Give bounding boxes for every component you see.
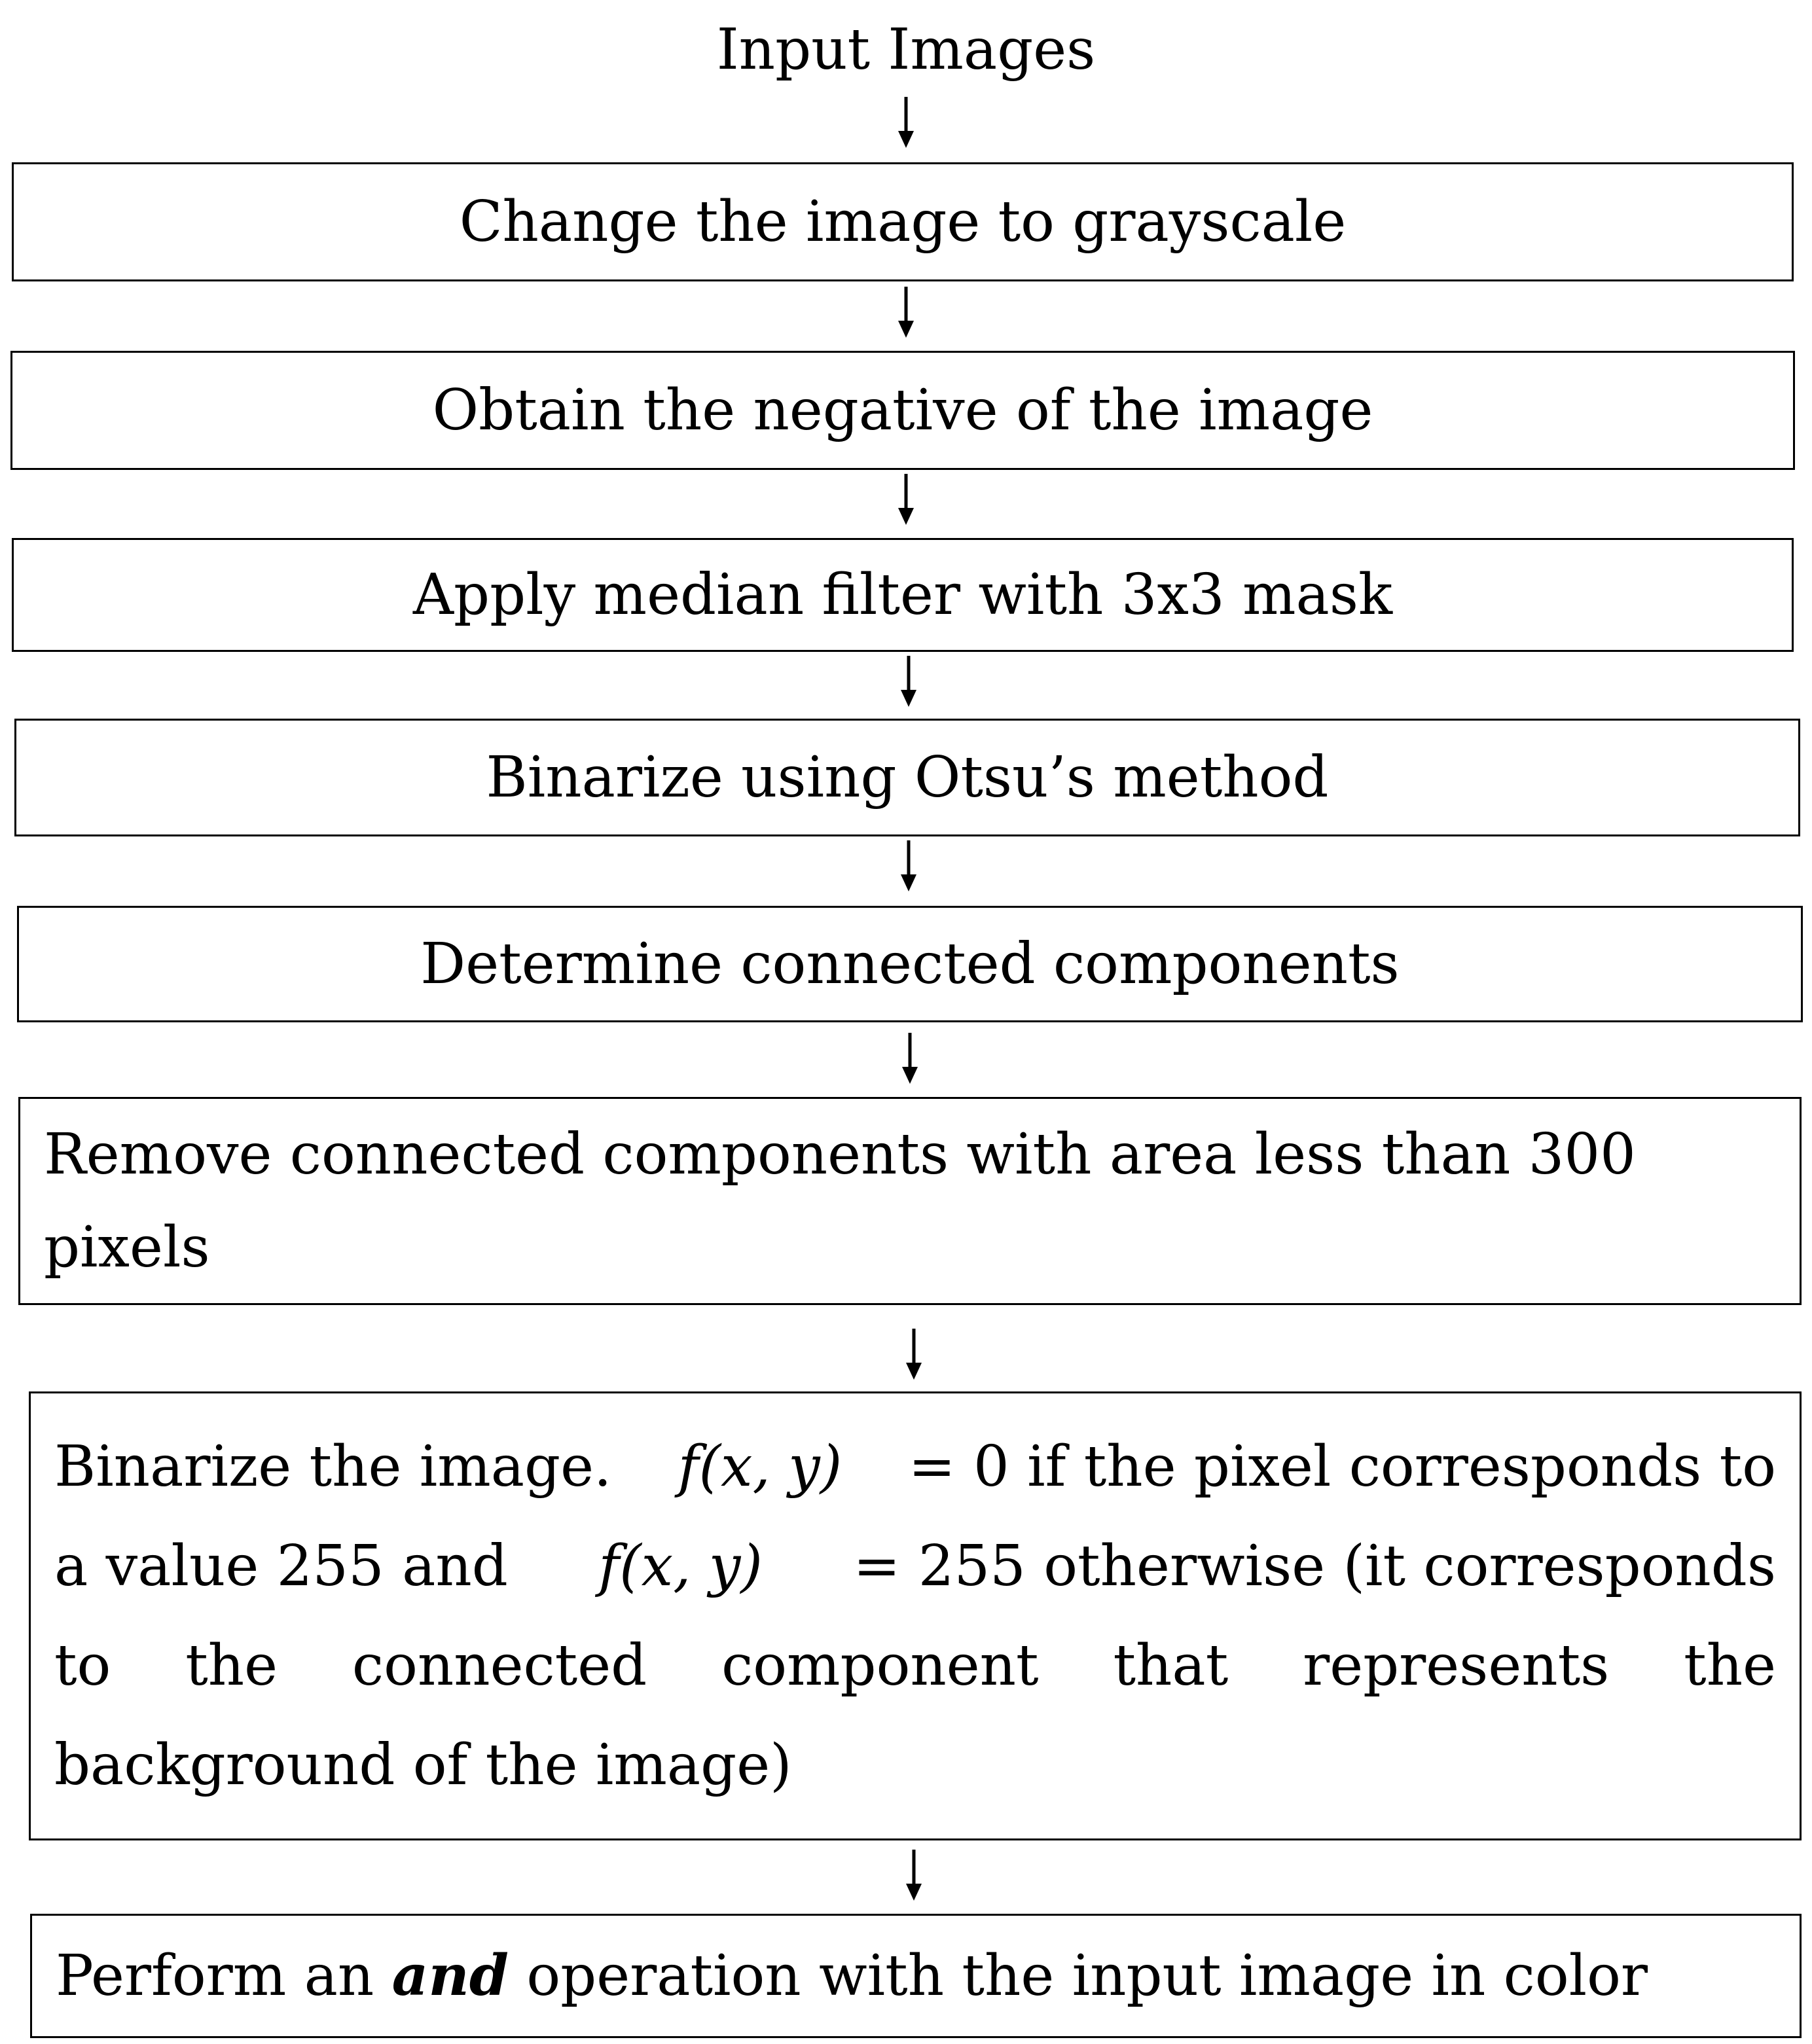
step-connected-components-box — [17, 906, 1803, 1022]
step-and-operation-text — [56, 1940, 1800, 2012]
step-binarize-background-box — [29, 1391, 1802, 1840]
formula-f-args: (x, y) — [698, 1434, 843, 1499]
step-binarize-line3-word: to — [54, 1633, 111, 1698]
step-binarize-line3-word: represents — [1303, 1633, 1610, 1698]
arrow-down-icon — [893, 97, 919, 149]
step-binarize-line3 — [54, 1616, 1776, 1715]
step-median-filter-text: Apply median filter with 3x3 mask — [412, 562, 1393, 628]
arrow-down-icon — [896, 656, 922, 708]
step-remove-small-components-line2: pixels — [44, 1215, 210, 1280]
step-and-operation-pre: Perform an — [56, 1943, 374, 2009]
arrow-down-icon — [893, 287, 919, 339]
step-and-operation-post: operation with the input image in color — [526, 1943, 1648, 2009]
step-binarize-line3-word: component — [721, 1633, 1039, 1698]
step-otsu-box — [14, 719, 1800, 836]
formula-f-name: f — [678, 1434, 699, 1499]
step-remove-small-components-line1: Remove connected components with area less than 300 — [44, 1122, 1636, 1187]
formula-f-name: f — [598, 1533, 620, 1599]
step-median-filter-box — [12, 538, 1794, 652]
step-binarize-line1-post: = 0 if the pixel corresponds to — [908, 1434, 1776, 1499]
step-negative-text: Obtain the negative of the image — [432, 378, 1373, 443]
step-binarize-line2-pre: a value 255 and — [54, 1533, 508, 1599]
step-connected-components-text: Determine connected components — [420, 931, 1400, 997]
formula-f-xy — [598, 1516, 763, 1616]
input-images-title: Input Images — [716, 17, 1096, 82]
arrow-down-icon — [897, 1033, 923, 1085]
step-and-operation-emph: and — [391, 1943, 509, 2009]
formula-f-xy — [678, 1417, 843, 1516]
step-binarize-line3-word: that — [1113, 1633, 1229, 1698]
step-and-operation-box — [30, 1914, 1802, 2038]
arrow-down-icon — [901, 1850, 927, 1902]
step-otsu-text: Binarize using Otsu’s method — [486, 745, 1329, 810]
step-negative-box — [10, 351, 1795, 470]
arrow-down-icon — [896, 840, 922, 893]
step-binarize-line2-post: = 255 otherwise (it corresponds — [853, 1533, 1776, 1599]
arrow-down-icon — [893, 474, 919, 526]
step-grayscale-text: Change the image to grayscale — [459, 189, 1347, 255]
formula-f-args: (x, y) — [619, 1533, 763, 1599]
step-binarize-line1 — [54, 1417, 1776, 1516]
step-remove-small-components-box — [18, 1097, 1802, 1305]
step-binarize-line2 — [54, 1516, 1776, 1616]
arrow-down-icon — [901, 1329, 927, 1381]
step-binarize-line3-word: the — [1684, 1633, 1776, 1698]
step-binarize-line4: background of the image) — [54, 1732, 792, 1798]
step-binarize-line1-pre: Binarize the image. — [54, 1434, 612, 1499]
step-grayscale-box — [12, 162, 1794, 281]
step-binarize-line3-word: the — [185, 1633, 278, 1698]
step-binarize-line3-word: connected — [352, 1633, 647, 1698]
